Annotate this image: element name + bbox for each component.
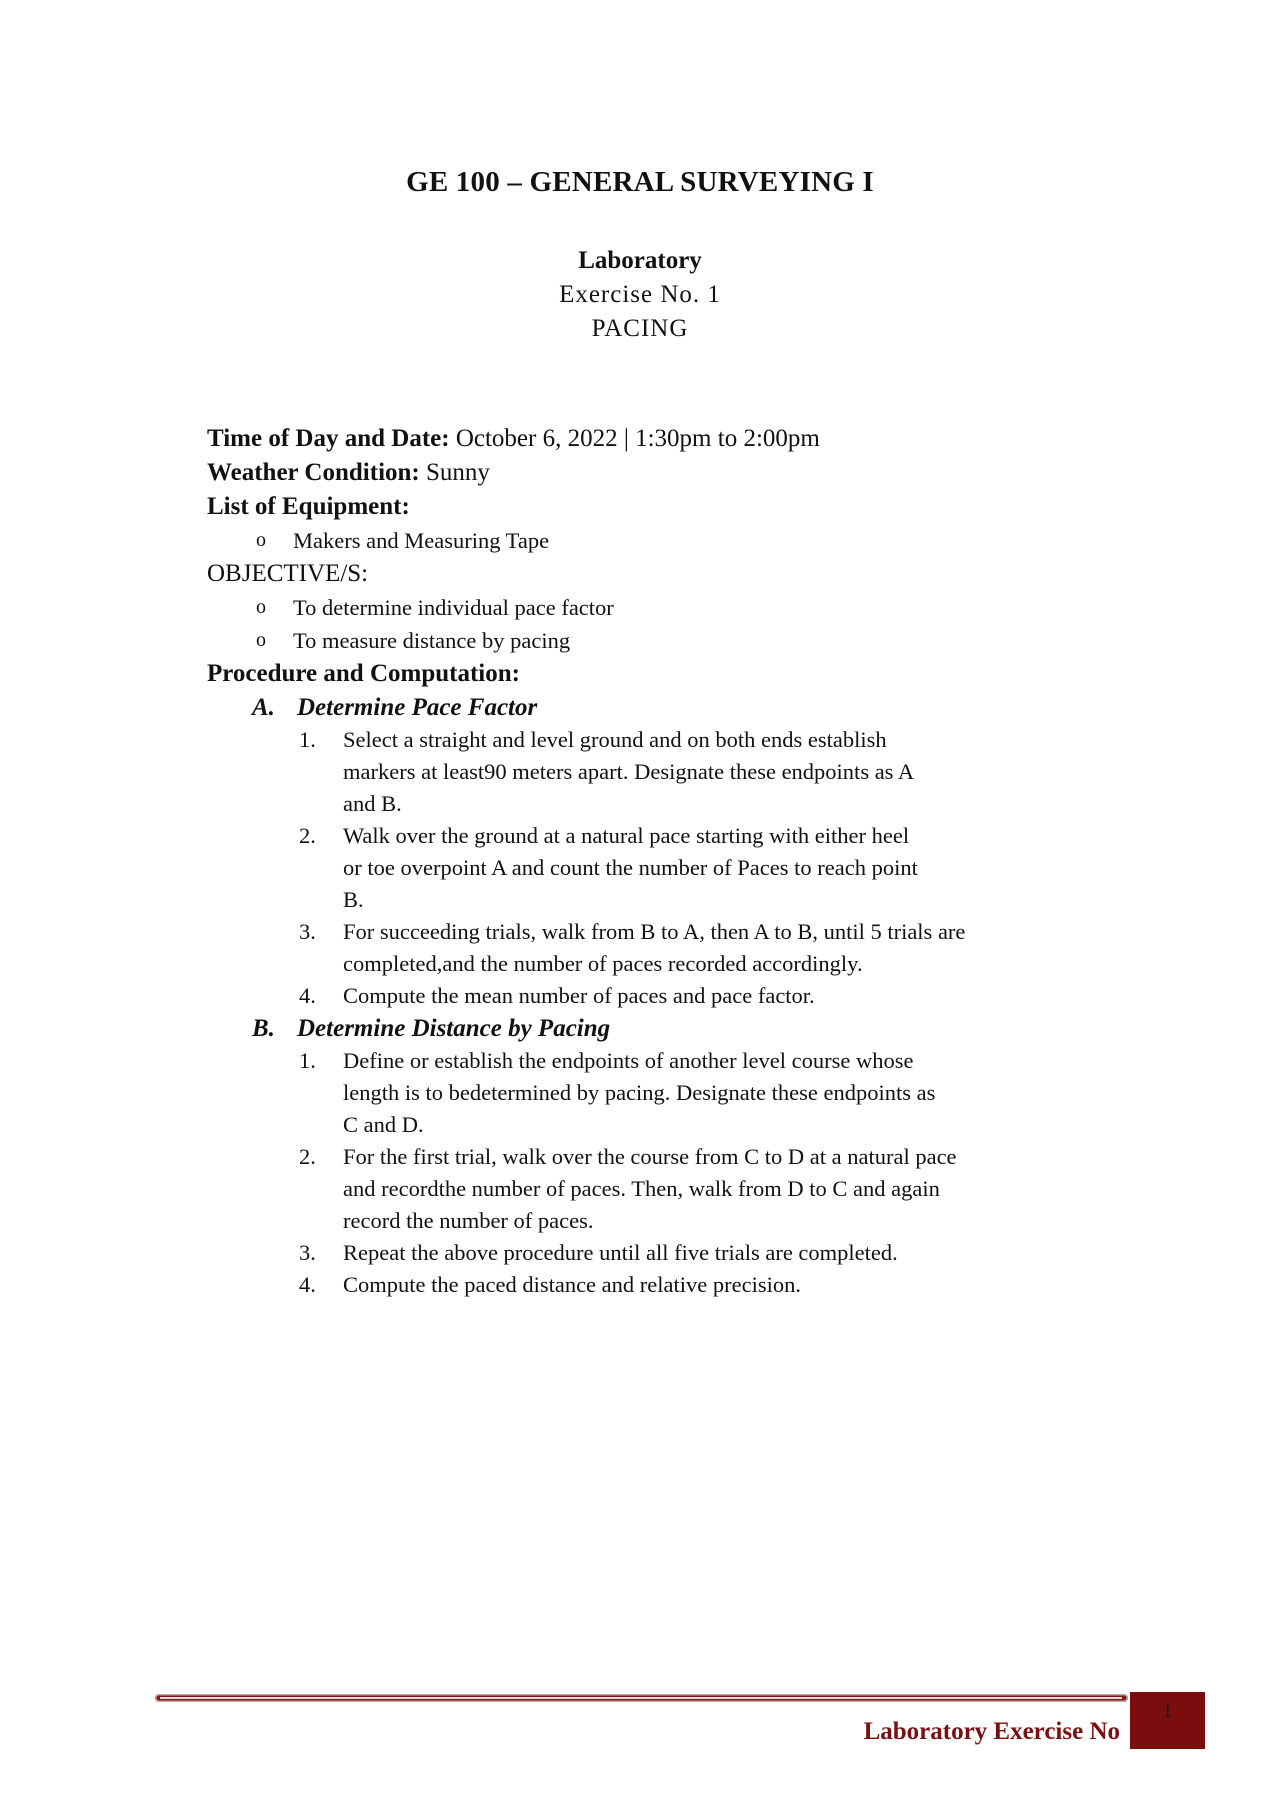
objective-label: OBJECTIVE/S: [207, 560, 369, 587]
step-text [343, 1269, 1073, 1301]
course-title: GE 100 – GENERAL SURVEYING I [406, 166, 874, 198]
weather-value: Sunny [419, 459, 490, 486]
procedure-label: Procedure and Computation: [207, 660, 520, 687]
weather-label: Weather Condition: [207, 459, 420, 486]
section-b-heading [207, 1012, 1087, 1045]
weather-row [207, 456, 1087, 490]
step-text [343, 1237, 1073, 1269]
list-item [207, 591, 1087, 624]
section-title: Determine Distance by Pacing [297, 1015, 611, 1042]
step-line: C and D. [343, 1112, 424, 1137]
step-text [343, 916, 1073, 980]
step-line: and recordthe number of paces. Then, walk from D to C and again [343, 1176, 940, 1201]
bullet-icon: o [256, 629, 266, 651]
step-line: Compute the mean number of paces and pace factor. [343, 983, 815, 1008]
equipment-item: Makers and Measuring Tape [293, 528, 550, 553]
step-line: B. [343, 887, 364, 912]
exercise-heading [0, 244, 1280, 346]
procedure-step [207, 820, 1087, 916]
step-number: 4. [299, 1272, 316, 1297]
step-text [343, 980, 1073, 1012]
section-letter: A. [252, 694, 275, 721]
step-number: 1. [299, 727, 316, 752]
step-line: Define or establish the endpoints of another level course whose [343, 1048, 914, 1073]
step-line: Walk over the ground at a natural pace starting with either heel [343, 823, 910, 848]
list-item [207, 624, 1087, 657]
section-letter: B. [252, 1015, 275, 1042]
bullet-icon: o [256, 596, 266, 618]
procedure-step [207, 916, 1087, 980]
step-text [343, 820, 1073, 916]
step-number: 3. [299, 919, 316, 944]
step-text [343, 724, 1073, 820]
step-line: For succeeding trials, walk from B to A, then A to B, until 5 trials are [343, 919, 966, 944]
procedure-step [207, 980, 1087, 1012]
step-number: 4. [299, 983, 316, 1008]
procedure-step [207, 1141, 1087, 1237]
step-line: markers at least90 meters apart. Designate these endpoints as A [343, 759, 915, 784]
footer-label: Laboratory Exercise No [863, 1718, 1120, 1745]
exercise-name: PACING [591, 315, 689, 342]
lab-line: Laboratory [578, 247, 702, 274]
footer-divider-highlight [160, 1697, 1122, 1699]
time-date-row [207, 422, 1087, 456]
step-line: length is to bedetermined by pacing. Designate these endpoints as [343, 1080, 936, 1105]
time-date-value: October 6, 2022 | 1:30pm to 2:00pm [449, 425, 820, 452]
step-line: For the first trial, walk over the course from C to D at a natural pace [343, 1144, 957, 1169]
procedure-step [207, 1237, 1087, 1269]
list-item [207, 524, 1087, 557]
step-line: Compute the paced distance and relative precision. [343, 1272, 801, 1297]
objective-item: To measure distance by pacing [293, 628, 571, 653]
step-line: or toe overpoint A and count the number of Paces to reach point [343, 855, 918, 880]
exercise-number: Exercise No. 1 [559, 281, 721, 308]
section-a-heading [207, 691, 1087, 724]
step-line: Select a straight and level ground and on both ends establish [343, 727, 887, 752]
step-number: 3. [299, 1240, 316, 1265]
step-line: completed,and the number of paces recorded accordingly. [343, 951, 863, 976]
page-number: 1 [1162, 1700, 1173, 1722]
procedure-step [207, 1045, 1087, 1141]
document-body [207, 422, 1087, 1301]
step-line: Repeat the above procedure until all five trials are completed. [343, 1240, 898, 1265]
bullet-icon: o [256, 529, 266, 551]
step-text [343, 1045, 1073, 1141]
equipment-label: List of Equipment: [207, 493, 410, 520]
step-line: and B. [343, 791, 402, 816]
step-number: 2. [299, 823, 316, 848]
step-number: 1. [299, 1048, 316, 1073]
procedure-step [207, 1269, 1087, 1301]
time-date-label: Time of Day and Date: [207, 425, 450, 452]
procedure-step [207, 724, 1087, 820]
step-line: record the number of paces. [343, 1208, 594, 1233]
objective-item: To determine individual pace factor [293, 595, 614, 620]
section-title: Determine Pace Factor [297, 694, 538, 721]
step-text [343, 1141, 1073, 1237]
step-number: 2. [299, 1144, 316, 1169]
